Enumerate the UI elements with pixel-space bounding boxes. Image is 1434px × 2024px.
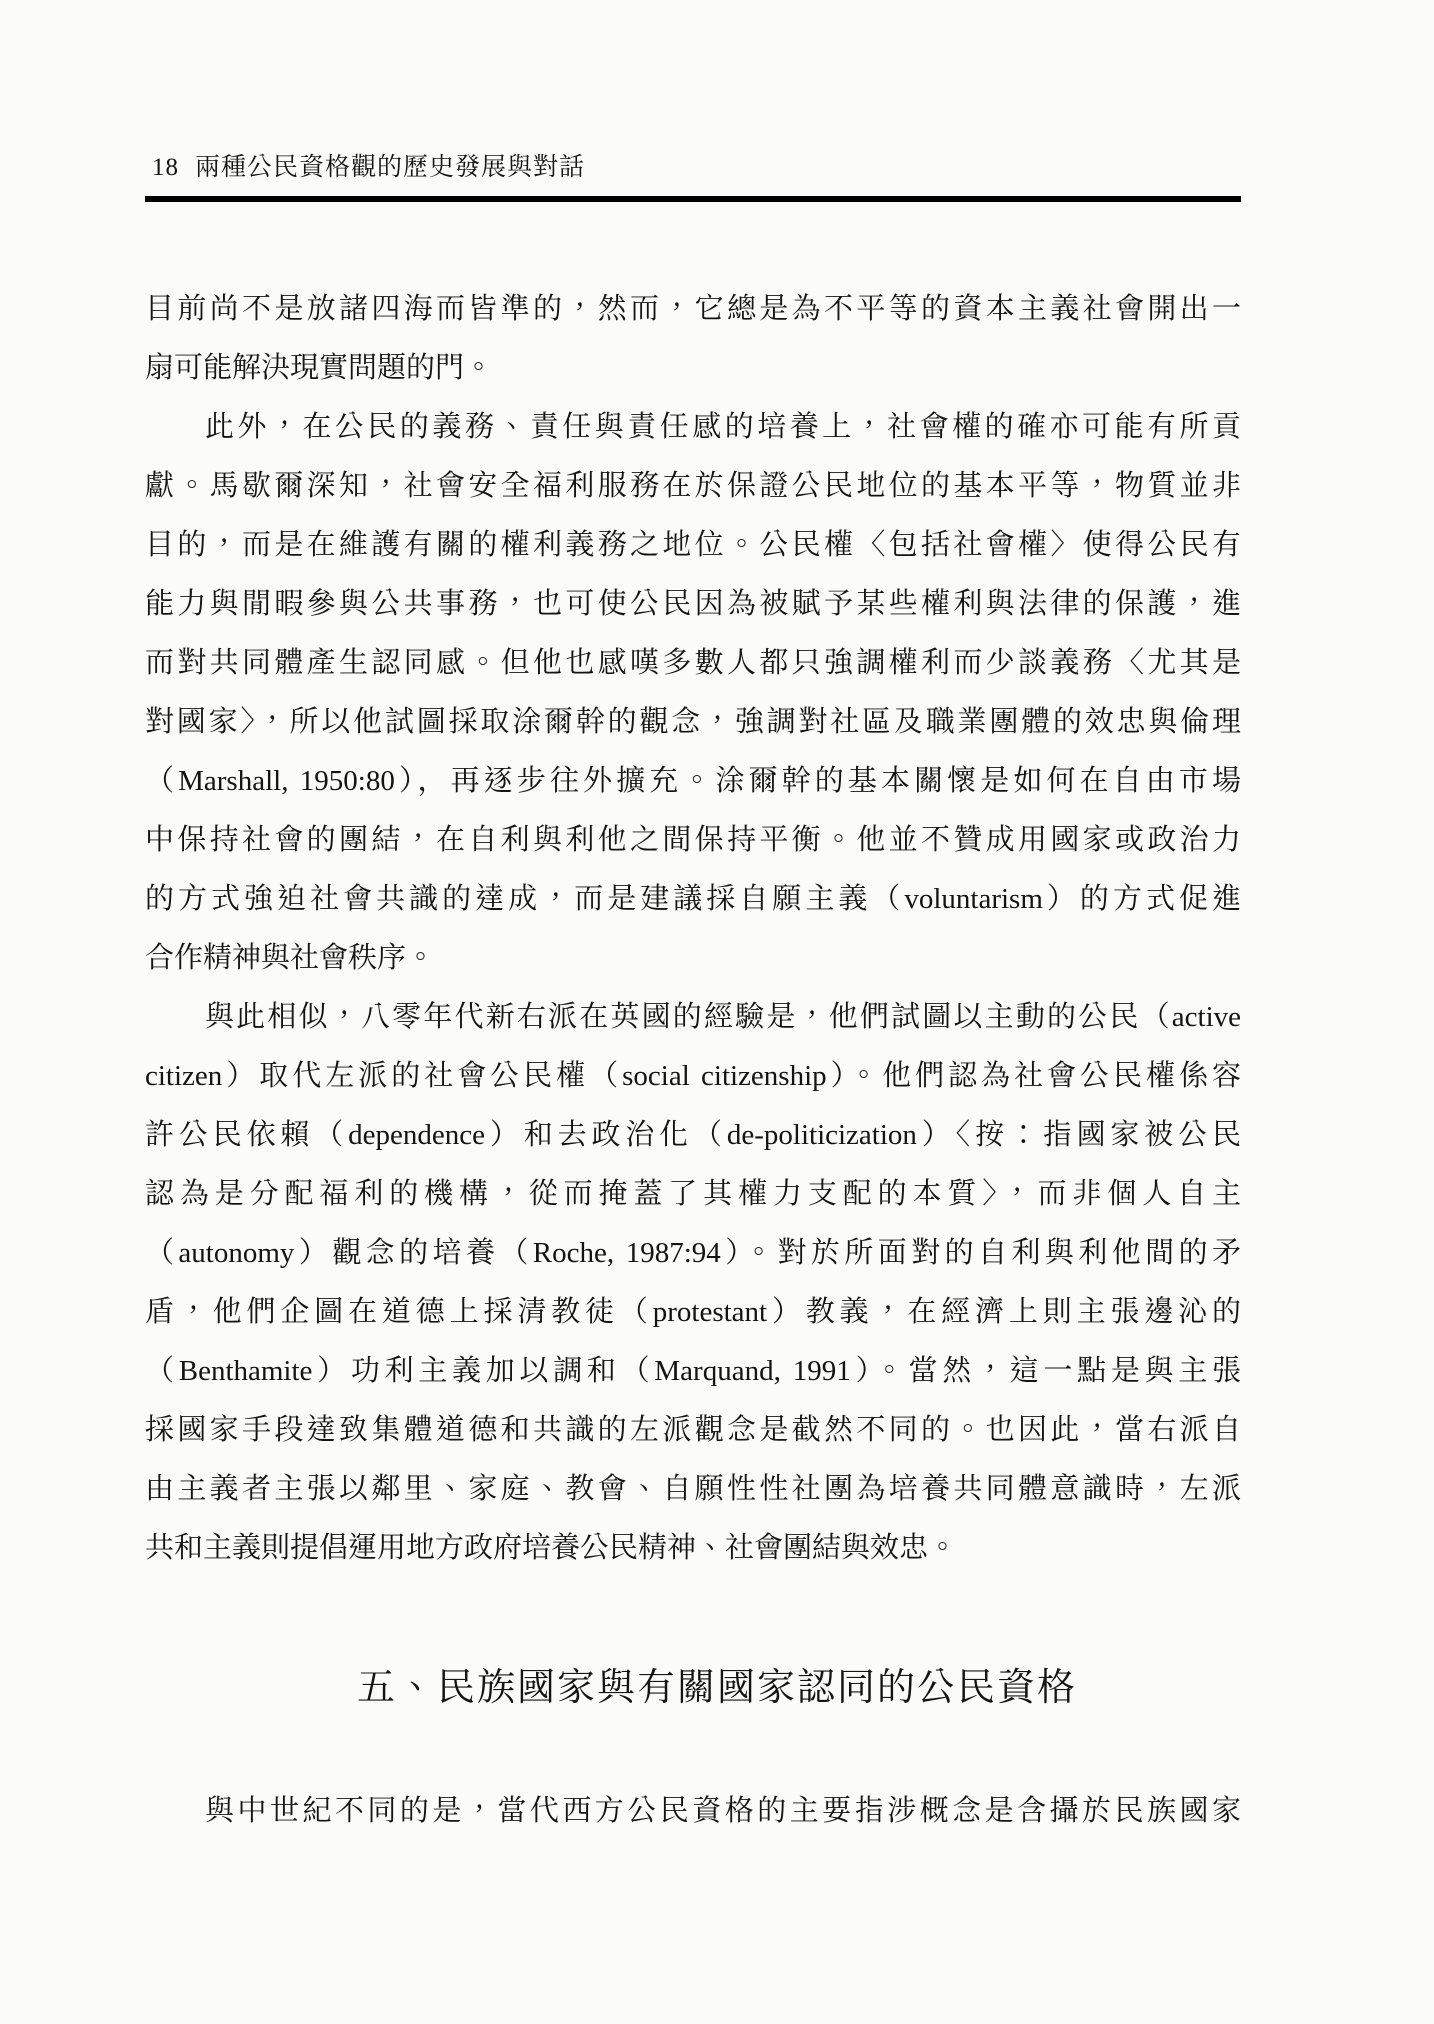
body-line: 能力與閒暇參與公共事務，也可使公民因為被賦予某些權利與法律的保護，進 (145, 588, 1241, 620)
running-title: 兩種公民資格觀的歷史發展與對話 (195, 154, 586, 181)
body-line: 合作精神與社會秩序。 (145, 942, 436, 974)
body-line: 獻。馬歇爾深知，社會安全福利服務在於保證公民地位的基本平等，物質並非 (145, 470, 1241, 502)
body-line: 中保持社會的團結，在自利與利他之間保持平衡。他並不贊成用國家或政治力 (145, 824, 1241, 856)
body-text (145, 280, 1241, 1578)
body-line: 採國家手段達致集體道德和共識的左派觀念是截然不同的。也因此，當右派自 (145, 1414, 1241, 1446)
body-line: 共和主義則提倡運用地方政府培養公民精神、社會團結與效忠。 (145, 1532, 958, 1564)
body-line: 盾，他們企圖在道德上採清教徒（protestant）教義，在經濟上則主張邊沁的 (145, 1296, 1241, 1328)
body-line: 此外，在公民的義務、責任與責任感的培養上，社會權的確亦可能有所貢 (205, 411, 1241, 443)
body-line: 由主義者主張以鄰里、家庭、教會、自願性性社團為培養共同體意識時，左派 (145, 1473, 1241, 1505)
section-heading: 五、民族國家與有關國家認同的公民資格 (356, 1667, 1077, 1709)
body-line: 而對共同體產生認同感。但他也感嘆多數人都只強調權利而少談義務〈尤其是 (145, 647, 1241, 679)
body-line: 對國家〉，所以他試圖採取涂爾幹的觀念，強調對社區及職業團體的效忠與倫理 (145, 706, 1241, 738)
header-rule (145, 196, 1241, 202)
body-line: （Benthamite）功利主義加以調和（Marquand, 1991）。當然，這一點是與主張 (145, 1355, 1241, 1387)
page-header (152, 148, 585, 188)
body-line: 許公民依賴（dependence）和去政治化（de-politicization）〈按：指國家被公民 (145, 1119, 1241, 1151)
body-line: 目前尚不是放諸四海而皆準的，然而，它總是為不平等的資本主義社會開出一 (145, 293, 1241, 325)
body-line: 扇可能解決現實問題的門。 (145, 352, 494, 384)
closing-line: 與中世紀不同的是，當代西方公民資格的主要指涉概念是含攝於民族國家 (205, 1795, 1241, 1827)
body-line: 目的，而是在維護有關的權利義務之地位。公民權〈包括社會權〉使得公民有 (145, 529, 1241, 561)
body-line: （autonomy）觀念的培養（Roche, 1987:94）。對於所面對的自利與利他間的矛 (145, 1237, 1241, 1269)
body-line: （Marshall, 1950:80），再逐步往外擴充。涂爾幹的基本關懷是如何在自由市場 (145, 765, 1241, 797)
body-line: citizen）取代左派的社會公民權（social citizenship）。他們認為社會公民權係容 (145, 1060, 1241, 1092)
body-line: 與此相似，八零年代新右派在英國的經驗是，他們試圖以主動的公民（active (205, 1001, 1241, 1033)
body-line: 認為是分配福利的機構，從而掩蓋了其權力支配的本質〉，而非個人自主 (145, 1178, 1241, 1210)
page-number: 18 (152, 154, 179, 181)
body-line: 的方式強迫社會共識的達成，而是建議採自願主義（voluntarism）的方式促進 (145, 883, 1241, 915)
